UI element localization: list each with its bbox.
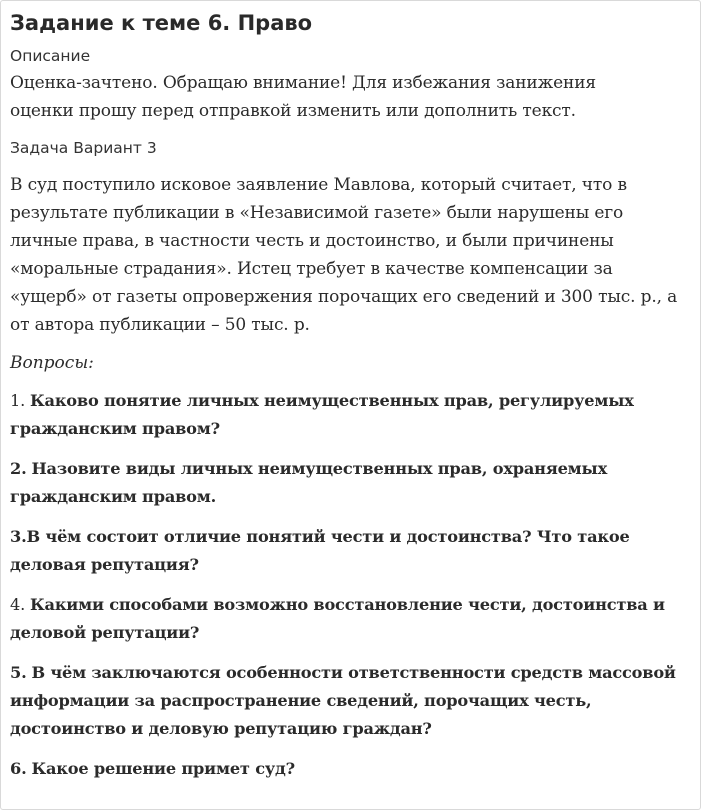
question-item: [10, 387, 694, 443]
question-text: В чём заключаются особенности ответственности средств массовой информации за распространение сведений, порочащих честь, достоинство и деловую репутацию граждан?: [10, 663, 676, 738]
page-title: Задание к теме 6. Право: [10, 11, 313, 35]
question-item: [10, 755, 694, 783]
question-item: [10, 455, 694, 511]
question-text: Какими способами возможно восстановление чести, достоинства и деловой репутации?: [10, 595, 665, 642]
question-number: 3.: [10, 527, 27, 546]
description-text-line-1: Оценка-зачтено. Обращаю внимание! Для избежания занижения: [10, 73, 596, 93]
task-text: В суд поступило исковое заявление Мавлова, который считает, что в результате публикации в «Независимой газете» были нарушены его личные права, в частности честь и достоинство, и были причинены «моральные страдания». Истец требует в качестве компенсации за «ущерб» от газеты опровержения порочащих его сведений и 300 тыс. р., а от автора публикации – 50 тыс. р.: [10, 175, 678, 335]
task-label: Задача Вариант 3: [10, 139, 157, 157]
description-text-line-2: оценки прошу перед отправкой изменить или дополнить текст.: [10, 101, 576, 121]
question-text: Какое решение примет суд?: [31, 759, 295, 778]
task-content: [10, 9, 694, 795]
question-text: Каково понятие личных неимущественных прав, регулируемых гражданским правом?: [10, 391, 634, 438]
description-label: Описание: [10, 47, 91, 65]
question-text: В чём состоит отличие понятий чести и достоинства? Что такое деловая репутация?: [10, 527, 630, 574]
question-number: 6.: [10, 759, 27, 778]
question-item: [10, 523, 694, 579]
questions-label: Вопросы:: [10, 353, 94, 373]
question-number: 2.: [10, 459, 27, 478]
question-item: [10, 659, 694, 743]
question-number: 4.: [10, 595, 26, 614]
question-number: 5.: [10, 663, 27, 682]
question-number: 1.: [10, 391, 26, 410]
question-text: Назовите виды личных неимущественных прав, охраняемых гражданским правом.: [10, 459, 608, 506]
question-item: [10, 591, 694, 647]
